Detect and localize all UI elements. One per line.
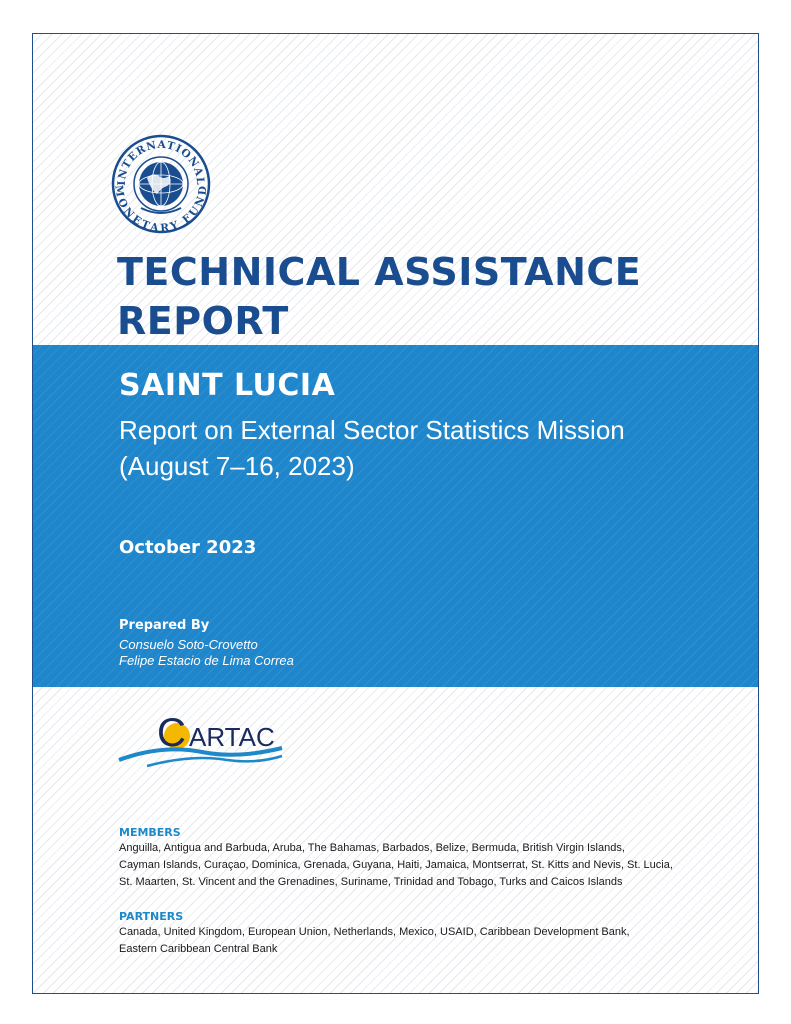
imf-seal-logo <box>111 134 211 234</box>
partners-heading: PARTNERS <box>119 910 184 923</box>
members-heading: MEMBERS <box>119 826 181 839</box>
author-2: Felipe Estacio de Lima Correa <box>119 653 294 668</box>
report-title-line-2: REPORT <box>117 299 289 343</box>
subtitle-line-1: Report on External Sector Statistics Mission <box>119 415 625 445</box>
partners-line-2: Eastern Caribbean Central Bank <box>119 943 278 955</box>
report-title <box>117 248 717 346</box>
cartac-logo-letter: C <box>157 711 186 755</box>
subtitle-line-2: (August 7–16, 2023) <box>119 451 355 481</box>
members-line-1: Anguilla, Antigua and Barbuda, Aruba, The Bahamas, Barbados, Belize, Bermuda, British Virgin Islands, <box>119 842 625 854</box>
report-date: October 2023 <box>119 537 257 558</box>
prepared-by-label: Prepared By <box>119 618 210 633</box>
country-name: SAINT LUCIA <box>119 368 336 403</box>
author-1: Consuelo Soto-Crovetto <box>119 637 258 652</box>
partners-line-1: Canada, United Kingdom, European Union, Netherlands, Mexico, USAID, Caribbean Development Bank, <box>119 926 630 938</box>
cartac-logo-text: ARTAC <box>189 722 275 752</box>
members-line-2: Cayman Islands, Curaçao, Dominica, Grenada, Guyana, Haiti, Jamaica, Montserrat, St. Kitts and Nevis, St. Lucia, <box>119 859 673 871</box>
seal-bottom-text: MONETARY FUND <box>112 184 210 234</box>
report-subtitle <box>119 412 739 484</box>
cartac-logo <box>117 704 287 774</box>
members-line-3: St. Maarten, St. Vincent and the Grenadines, Suriname, Trinidad and Tobago, Turks and Caicos Islands <box>119 876 623 888</box>
seal-top-text: INTERNATIONAL <box>115 138 207 186</box>
members-list <box>119 840 719 891</box>
report-title-line-1: TECHNICAL ASSISTANCE <box>117 250 642 294</box>
partners-list <box>119 924 719 958</box>
page-frame <box>32 33 759 994</box>
